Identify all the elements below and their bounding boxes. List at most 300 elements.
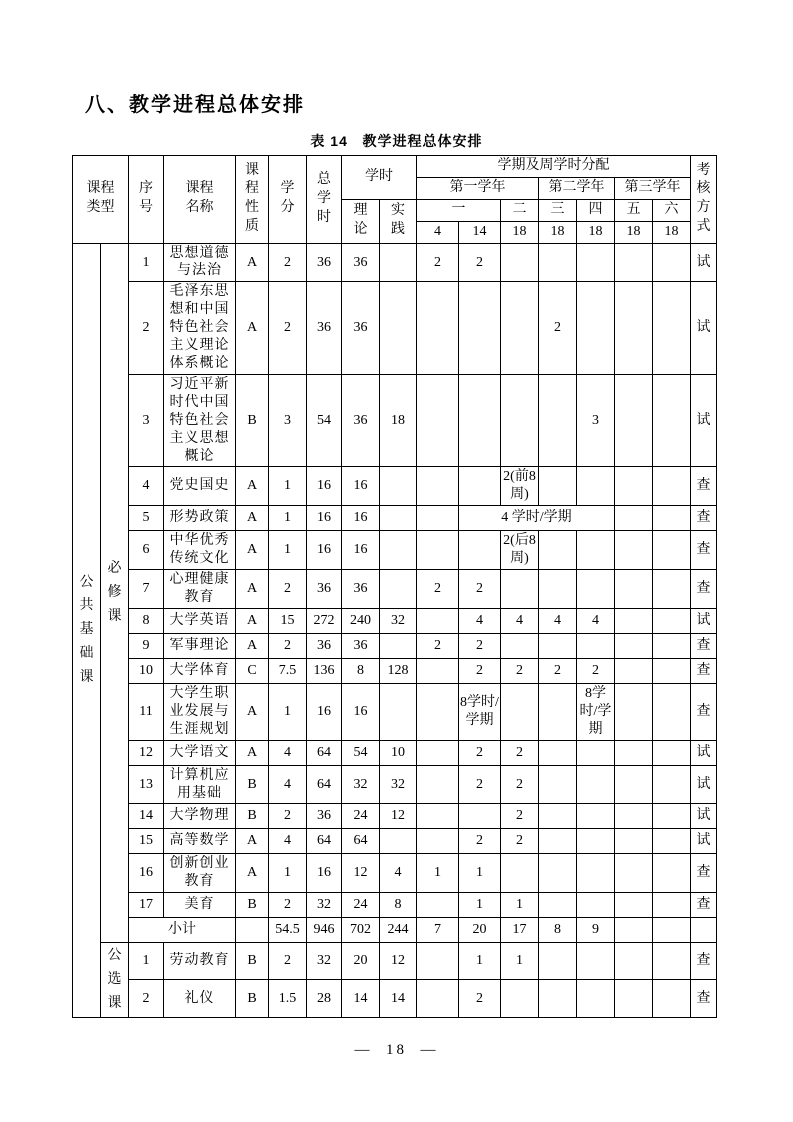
cell-sem-5 <box>577 765 615 804</box>
cell-sem-3 <box>501 374 539 467</box>
cell-theory-hours: 36 <box>342 570 380 609</box>
cell-sem-2: 8学时/学期 <box>459 683 501 740</box>
header-course-nature: 课程性质 <box>236 156 269 244</box>
cell-practice-hours <box>380 243 417 282</box>
cell-sem-4 <box>539 893 577 918</box>
cell-sem-6 <box>615 804 653 829</box>
cell-theory-hours: 16 <box>342 506 380 531</box>
cell-sem-2: 2 <box>459 633 501 658</box>
cell-sem-4 <box>539 740 577 765</box>
cell-total-hours: 36 <box>307 243 342 282</box>
cell-sem-5 <box>577 893 615 918</box>
cell-seq: 2 <box>129 980 164 1017</box>
cell-total-hours: 64 <box>307 829 342 854</box>
cell-sem-2 <box>459 804 501 829</box>
cell-sem-6 <box>615 282 653 375</box>
cell-sem-7 <box>653 608 691 633</box>
cell-seq: 7 <box>129 570 164 609</box>
cell-sem-6 <box>615 531 653 570</box>
cell-theory-hours: 702 <box>342 918 380 943</box>
cell-course-name: 高等数学 <box>164 829 236 854</box>
cell-seq: 6 <box>129 531 164 570</box>
cell-sem-5 <box>577 467 615 506</box>
cell-sem-3: 2 <box>501 804 539 829</box>
cell-sem-3 <box>501 633 539 658</box>
cell-sem-6 <box>615 683 653 740</box>
cell-sem-2: 20 <box>459 918 501 943</box>
cell-theory-hours: 54 <box>342 740 380 765</box>
cell-sem-2: 1 <box>459 943 501 980</box>
cell-sem-6 <box>615 633 653 658</box>
table-row <box>73 282 717 375</box>
cell-practice-hours <box>380 683 417 740</box>
cell-theory-hours: 24 <box>342 804 380 829</box>
table-caption: 表 14 教学进程总体安排 <box>310 133 483 149</box>
cell-sem-6 <box>615 467 653 506</box>
cell-theory-hours: 36 <box>342 243 380 282</box>
cell-course-name: 创新创业教育 <box>164 854 236 893</box>
cell-practice-hours: 12 <box>380 943 417 980</box>
cell-course-nature: B <box>236 804 269 829</box>
header-total-hours: 总学时 <box>307 156 342 244</box>
cell-assessment <box>691 918 717 943</box>
cell-theory-hours: 20 <box>342 943 380 980</box>
cell-sem-5 <box>577 633 615 658</box>
header-credits: 学分 <box>269 156 307 244</box>
table-header <box>73 156 717 244</box>
cell-sem-6 <box>615 374 653 467</box>
cell-sem-5 <box>577 943 615 980</box>
cell-credits: 1.5 <box>269 980 307 1017</box>
cell-seq: 5 <box>129 506 164 531</box>
cell-course-name: 礼仪 <box>164 980 236 1017</box>
cell-course-nature: A <box>236 683 269 740</box>
header-sem-5: 五 <box>615 199 653 221</box>
table-row <box>73 374 717 467</box>
cell-credits: 2 <box>269 893 307 918</box>
cell-credits: 1 <box>269 683 307 740</box>
cell-sem-7 <box>653 854 691 893</box>
cell-seq: 13 <box>129 765 164 804</box>
cell-sem-7 <box>653 683 691 740</box>
cell-course-name: 大学生职业发展与生涯规划 <box>164 683 236 740</box>
cell-sem-1 <box>417 765 459 804</box>
cell-course-nature: B <box>236 374 269 467</box>
cell-total-hours: 16 <box>307 683 342 740</box>
cell-sem-2 <box>459 467 501 506</box>
cell-seq: 16 <box>129 854 164 893</box>
cell-total-hours: 64 <box>307 740 342 765</box>
cell-sem-6 <box>615 943 653 980</box>
cell-sem-6 <box>615 570 653 609</box>
header-weeks-5: 18 <box>577 221 615 243</box>
cell-sem-5 <box>577 531 615 570</box>
cell-total-hours: 16 <box>307 854 342 893</box>
cell-total-hours: 32 <box>307 893 342 918</box>
table-row <box>73 243 717 282</box>
cell-theory-hours: 64 <box>342 829 380 854</box>
cell-seq: 1 <box>129 243 164 282</box>
cell-total-hours: 136 <box>307 658 342 683</box>
cell-assessment: 查 <box>691 854 717 893</box>
cell-total-hours: 16 <box>307 467 342 506</box>
cell-theory-hours: 36 <box>342 374 380 467</box>
table-row <box>73 683 717 740</box>
cell-sem-1: 7 <box>417 918 459 943</box>
cell-sem-7 <box>653 282 691 375</box>
cell-assessment: 查 <box>691 633 717 658</box>
cell-course-name: 毛泽东思想和中国特色社会主义理论体系概论 <box>164 282 236 375</box>
cell-practice-hours: 8 <box>380 893 417 918</box>
cell-sem-4 <box>539 531 577 570</box>
cell-total-hours: 36 <box>307 282 342 375</box>
cell-sem-5 <box>577 570 615 609</box>
cell-sem-6 <box>615 243 653 282</box>
table-row <box>73 804 717 829</box>
cell-assessment: 查 <box>691 980 717 1017</box>
cell-course-name: 大学物理 <box>164 804 236 829</box>
cell-assessment: 试 <box>691 374 717 467</box>
cell-sem-1 <box>417 282 459 375</box>
cell-sem-2: 2 <box>459 570 501 609</box>
header-weeks-7: 18 <box>653 221 691 243</box>
cell-assessment: 查 <box>691 531 717 570</box>
table-row <box>73 467 717 506</box>
cell-seq: 15 <box>129 829 164 854</box>
cell-credits: 54.5 <box>269 918 307 943</box>
cell-credits: 2 <box>269 804 307 829</box>
table-row <box>73 893 717 918</box>
cell-theory-hours: 8 <box>342 658 380 683</box>
cell-sem-5 <box>577 804 615 829</box>
cell-total-hours: 36 <box>307 804 342 829</box>
cell-course-name: 计算机应用基础 <box>164 765 236 804</box>
cell-sem-6 <box>615 980 653 1017</box>
cell-sem-4 <box>539 765 577 804</box>
cell-practice-hours: 128 <box>380 658 417 683</box>
cell-sem-1 <box>417 943 459 980</box>
cell-assessment: 查 <box>691 506 717 531</box>
group-label-required: 必修课 <box>101 243 129 943</box>
cell-total-hours: 54 <box>307 374 342 467</box>
cell-course-nature: A <box>236 608 269 633</box>
cell-seq: 2 <box>129 282 164 375</box>
cell-sem-3 <box>501 243 539 282</box>
header-weeks-3: 18 <box>501 221 539 243</box>
cell-sem-6 <box>615 740 653 765</box>
cell-course-name: 大学英语 <box>164 608 236 633</box>
cell-sem-3: 2 <box>501 740 539 765</box>
table-row <box>73 943 717 980</box>
cell-sem-6 <box>615 893 653 918</box>
cell-course-nature: A <box>236 854 269 893</box>
cell-practice-hours <box>380 506 417 531</box>
cell-sem-4: 8 <box>539 918 577 943</box>
cell-course-name: 军事理论 <box>164 633 236 658</box>
cell-sem-4 <box>539 829 577 854</box>
cell-sem-1 <box>417 506 459 531</box>
cell-credits: 4 <box>269 740 307 765</box>
cell-sem-1 <box>417 608 459 633</box>
cell-sem-3 <box>501 854 539 893</box>
cell-course-name: 美育 <box>164 893 236 918</box>
cell-course-nature: A <box>236 740 269 765</box>
cell-assessment: 试 <box>691 804 717 829</box>
cell-theory-hours: 32 <box>342 765 380 804</box>
cell-sem-7 <box>653 467 691 506</box>
cell-sem-6 <box>615 506 653 531</box>
cell-course-nature: B <box>236 943 269 980</box>
cell-practice-hours <box>380 282 417 375</box>
cell-assessment: 查 <box>691 467 717 506</box>
cell-sem-6 <box>615 854 653 893</box>
cell-course-nature: B <box>236 765 269 804</box>
cell-total-hours: 64 <box>307 765 342 804</box>
cell-sem-1 <box>417 980 459 1017</box>
cell-seq: 10 <box>129 658 164 683</box>
cell-sem-4 <box>539 854 577 893</box>
cell-assessment: 查 <box>691 683 717 740</box>
cell-sem-3: 2 <box>501 829 539 854</box>
cell-sem-4: 4 <box>539 608 577 633</box>
cell-sem-2: 2 <box>459 243 501 282</box>
table-row <box>73 980 717 1017</box>
table-row <box>73 765 717 804</box>
header-hours: 学时 <box>342 156 417 200</box>
cell-sem-4: 2 <box>539 282 577 375</box>
cell-sem-1: 2 <box>417 570 459 609</box>
page-number: — 18 — <box>354 1042 439 1058</box>
cell-sem-1 <box>417 658 459 683</box>
cell-sem-5 <box>577 282 615 375</box>
subtotal-row <box>73 918 717 943</box>
cell-total-hours: 946 <box>307 918 342 943</box>
cell-sem-7 <box>653 570 691 609</box>
cell-seq: 14 <box>129 804 164 829</box>
cell-sem-3: 2(前8周) <box>501 467 539 506</box>
cell-course-name: 中华优秀传统文化 <box>164 531 236 570</box>
cell-sem-3 <box>501 282 539 375</box>
cell-sem-7 <box>653 658 691 683</box>
cell-practice-hours: 14 <box>380 980 417 1017</box>
group-label-elective: 公选课 <box>101 943 129 1017</box>
cell-sem-4 <box>539 980 577 1017</box>
cell-practice-hours <box>380 829 417 854</box>
table-row <box>73 829 717 854</box>
table-row <box>73 506 717 531</box>
cell-sem-5: 8学时/学期 <box>577 683 615 740</box>
cell-sem-7 <box>653 943 691 980</box>
cell-sem-2: 4 <box>459 608 501 633</box>
cell-sem-5: 4 <box>577 608 615 633</box>
cell-assessment: 试 <box>691 829 717 854</box>
cell-theory-hours: 12 <box>342 854 380 893</box>
header-year-1: 第一学年 <box>417 177 539 199</box>
cell-seq: 8 <box>129 608 164 633</box>
cell-seq: 1 <box>129 943 164 980</box>
header-sem-4: 四 <box>577 199 615 221</box>
cell-practice-hours <box>380 531 417 570</box>
table-row <box>73 740 717 765</box>
cell-sem-4 <box>539 633 577 658</box>
cell-sem-1 <box>417 683 459 740</box>
cell-sem-4: 2 <box>539 658 577 683</box>
header-sem-6: 六 <box>653 199 691 221</box>
cell-seq: 17 <box>129 893 164 918</box>
cell-subtotal-label: 小计 <box>129 918 236 943</box>
cell-theory-hours: 16 <box>342 531 380 570</box>
cell-total-hours: 36 <box>307 633 342 658</box>
cell-sem-1: 2 <box>417 243 459 282</box>
cell-sem-5 <box>577 243 615 282</box>
cell-sem-3: 1 <box>501 893 539 918</box>
cell-theory-hours: 16 <box>342 467 380 506</box>
cell-practice-hours <box>380 467 417 506</box>
cell-sem-2 <box>459 531 501 570</box>
section-heading: 八、教学进程总体安排 <box>85 94 305 116</box>
cell-theory-hours: 24 <box>342 893 380 918</box>
table-body <box>73 243 717 1017</box>
header-weeks-2: 14 <box>459 221 501 243</box>
cell-sem-7 <box>653 633 691 658</box>
cell-sem-5: 3 <box>577 374 615 467</box>
cell-sem-4 <box>539 467 577 506</box>
cell-credits: 2 <box>269 570 307 609</box>
header-year-2: 第二学年 <box>539 177 615 199</box>
header-weeks-6: 18 <box>615 221 653 243</box>
header-weeks-1: 4 <box>417 221 459 243</box>
cell-sem-3: 2 <box>501 765 539 804</box>
cell-sem-6 <box>615 765 653 804</box>
cell-course-name: 大学体育 <box>164 658 236 683</box>
cell-course-nature: A <box>236 282 269 375</box>
cell-sem-6 <box>615 829 653 854</box>
cell-sem-4 <box>539 683 577 740</box>
group-label-public-basic: 公共基础课 <box>73 243 101 1017</box>
cell-sem-7 <box>653 893 691 918</box>
cell-practice-hours <box>380 570 417 609</box>
cell-assessment: 试 <box>691 608 717 633</box>
cell-sem-7 <box>653 243 691 282</box>
cell-sem-5 <box>577 740 615 765</box>
table-row <box>73 608 717 633</box>
cell-practice-hours: 12 <box>380 804 417 829</box>
cell-course-nature: B <box>236 893 269 918</box>
header-assessment: 考核方式 <box>691 156 717 244</box>
cell-total-hours: 16 <box>307 531 342 570</box>
cell-sem-7 <box>653 765 691 804</box>
cell-assessment: 试 <box>691 740 717 765</box>
header-semester-distribution: 学期及周学时分配 <box>417 156 691 178</box>
cell-seq: 11 <box>129 683 164 740</box>
cell-sem-6 <box>615 918 653 943</box>
cell-sem-6 <box>615 658 653 683</box>
cell-course-nature: C <box>236 658 269 683</box>
cell-sem-3: 2 <box>501 658 539 683</box>
header-practice: 实践 <box>380 199 417 243</box>
cell-sem-1 <box>417 740 459 765</box>
header-course-name: 课程名称 <box>164 156 236 244</box>
cell-sem-3 <box>501 980 539 1017</box>
cell-course-nature: A <box>236 467 269 506</box>
cell-sem-7 <box>653 531 691 570</box>
cell-credits: 7.5 <box>269 658 307 683</box>
header-sem-2: 二 <box>501 199 539 221</box>
header-theory: 理论 <box>342 199 380 243</box>
cell-sem-7 <box>653 829 691 854</box>
cell-credits: 2 <box>269 943 307 980</box>
cell-sem-7 <box>653 980 691 1017</box>
cell-course-nature: A <box>236 243 269 282</box>
cell-course-name: 思想道德与法治 <box>164 243 236 282</box>
cell-theory-hours: 36 <box>342 282 380 375</box>
cell-practice-hours: 32 <box>380 765 417 804</box>
cell-sem-5: 2 <box>577 658 615 683</box>
cell-course-nature: A <box>236 531 269 570</box>
cell-sem-2: 2 <box>459 658 501 683</box>
cell-sem-2 <box>459 282 501 375</box>
cell-course-name: 形势政策 <box>164 506 236 531</box>
header-weeks-4: 18 <box>539 221 577 243</box>
cell-seq: 12 <box>129 740 164 765</box>
cell-sem-7 <box>653 506 691 531</box>
cell-total-hours: 16 <box>307 506 342 531</box>
table-row <box>73 531 717 570</box>
cell-sem-5 <box>577 854 615 893</box>
cell-total-hours: 32 <box>307 943 342 980</box>
cell-sem-3: 17 <box>501 918 539 943</box>
cell-assessment: 查 <box>691 658 717 683</box>
cell-sem-2 <box>459 374 501 467</box>
cell-total-hours: 28 <box>307 980 342 1017</box>
cell-sem-7 <box>653 374 691 467</box>
cell-course-nature: A <box>236 829 269 854</box>
cell-total-hours: 36 <box>307 570 342 609</box>
cell-assessment: 试 <box>691 282 717 375</box>
cell-sem-5: 9 <box>577 918 615 943</box>
cell-practice-hours: 32 <box>380 608 417 633</box>
cell-total-hours: 272 <box>307 608 342 633</box>
cell-sem-7 <box>653 918 691 943</box>
cell-credits: 2 <box>269 282 307 375</box>
cell-sem-2: 2 <box>459 740 501 765</box>
cell-sem-3: 2(后8周) <box>501 531 539 570</box>
cell-assessment: 查 <box>691 943 717 980</box>
teaching-schedule-table <box>72 155 717 1018</box>
header-sem-1: 一 <box>417 199 501 221</box>
cell-practice-hours: 4 <box>380 854 417 893</box>
header-course-type: 课程类型 <box>73 156 129 244</box>
cell-seq: 3 <box>129 374 164 467</box>
cell-credits: 3 <box>269 374 307 467</box>
cell-sem-1 <box>417 531 459 570</box>
cell-sem-2: 2 <box>459 829 501 854</box>
cell-assessment: 查 <box>691 570 717 609</box>
cell-sem-1 <box>417 804 459 829</box>
cell-course-name: 习近平新时代中国特色社会主义思想概论 <box>164 374 236 467</box>
cell-sem-3 <box>501 570 539 609</box>
cell-practice-hours: 10 <box>380 740 417 765</box>
cell-credits: 1 <box>269 506 307 531</box>
cell-sem-2: 2 <box>459 765 501 804</box>
cell-credits: 4 <box>269 829 307 854</box>
cell-course-nature: A <box>236 633 269 658</box>
cell-course-nature <box>236 918 269 943</box>
cell-sem-1 <box>417 893 459 918</box>
cell-practice-hours: 244 <box>380 918 417 943</box>
cell-credits: 2 <box>269 243 307 282</box>
cell-sem-4 <box>539 570 577 609</box>
